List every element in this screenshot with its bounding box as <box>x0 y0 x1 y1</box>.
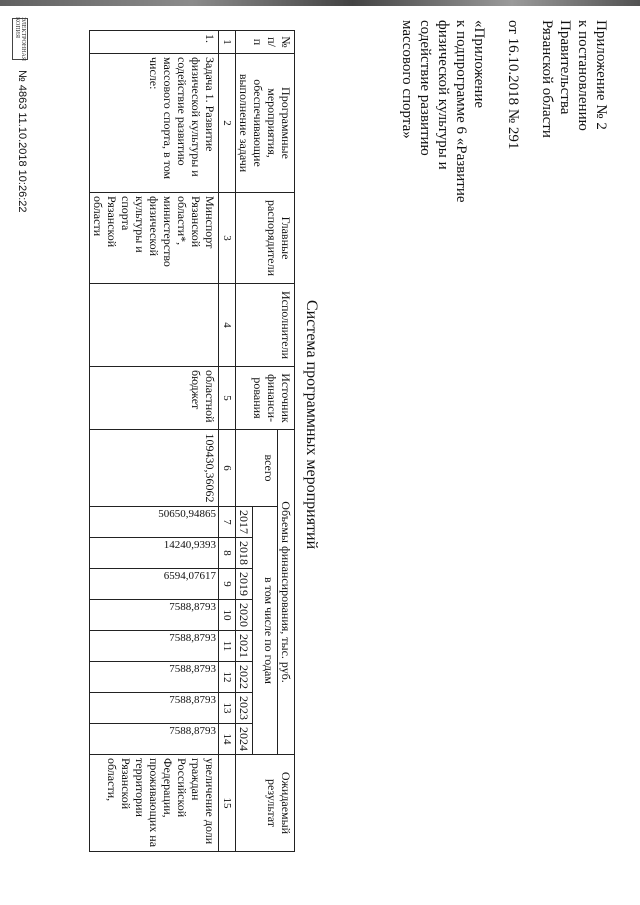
col-header-total: всего <box>236 430 278 507</box>
table-row <box>90 31 219 852</box>
header-line: массового спорта» <box>399 20 415 139</box>
column-number-row <box>219 31 236 852</box>
column-number: 13 <box>219 693 236 724</box>
col-header-source: Источник финанси-рования <box>236 367 295 430</box>
row-executors <box>90 284 219 367</box>
year-header: 2022 <box>236 662 253 693</box>
column-number: 9 <box>219 569 236 600</box>
header-line: «Приложение <box>471 20 487 109</box>
row-managers: Минспорт Рязанской области*, министерство физической культуры и спорта Рязанской области <box>90 193 219 284</box>
row-number: 1. <box>90 31 219 54</box>
column-number: 5 <box>219 367 236 430</box>
column-number: 4 <box>219 284 236 367</box>
year-header: 2019 <box>236 569 253 600</box>
col-header-measures: Программные мероприятия, обеспечивающие выполнение задачи <box>236 54 295 193</box>
column-number: 6 <box>219 430 236 507</box>
header-line: Рязанской области <box>539 20 555 138</box>
page-title: Система программных мероприятий <box>303 300 320 550</box>
year-value: 6594,07617 <box>163 570 216 582</box>
year-value: 7588,8793 <box>169 632 216 644</box>
column-number: 1 <box>219 31 236 54</box>
column-number: 8 <box>219 538 236 569</box>
appendix-header <box>398 20 610 220</box>
column-number: 10 <box>219 600 236 631</box>
header-line: содействие развитию <box>417 20 433 156</box>
year-value: 14240,9393 <box>163 539 216 551</box>
row-measure: Задача 1. Развитие физической культуры и содействие развитию массового спорта, в том числе: <box>90 54 219 193</box>
column-number: 12 <box>219 662 236 693</box>
header-line: к постановлению Правительства <box>557 20 591 131</box>
table-header-row <box>278 31 295 852</box>
year-value: 7588,8793 <box>169 601 216 613</box>
year-value: 50650,94865 <box>158 508 216 520</box>
column-number: 7 <box>219 507 236 538</box>
year-header: 2020 <box>236 600 253 631</box>
column-number: 2 <box>219 54 236 193</box>
year-header: 2017 <box>236 507 253 538</box>
row-result: увеличение доли граждан Российской Федерации, проживающих на территории Рязанской области, <box>90 755 219 852</box>
header-line: от 16.10.2018 № 291 <box>505 20 521 150</box>
col-header-num: № п/п <box>236 31 295 54</box>
year-header: 2018 <box>236 538 253 569</box>
column-number: 14 <box>219 724 236 755</box>
header-line: физической культуры и <box>435 20 451 170</box>
year-header: 2023 <box>236 693 253 724</box>
col-header-managers: Главные распорядители <box>236 193 295 284</box>
year-header: 2024 <box>236 724 253 755</box>
header-line: Приложение № 2 <box>593 20 609 130</box>
row-source: областной бюджет <box>90 367 219 430</box>
row-total: 109430,36062 <box>90 430 219 507</box>
year-value: 7588,8793 <box>169 725 216 737</box>
header-line: к подпрограмме 6 «Развитие <box>453 20 469 203</box>
measures-table <box>89 30 295 852</box>
year-header: 2021 <box>236 631 253 662</box>
column-number: 3 <box>219 193 236 284</box>
column-number: 11 <box>219 631 236 662</box>
col-header-byyears: в том числе по годам <box>253 507 278 755</box>
col-header-executors: Исполнители <box>236 284 295 367</box>
year-value: 7588,8793 <box>169 663 216 675</box>
col-header-volume: Объемы финансирования, тыс. руб. <box>278 430 295 755</box>
col-header-result: Ожидаемый результат <box>236 755 295 852</box>
year-value: 7588,8793 <box>169 694 216 706</box>
column-number: 15 <box>219 755 236 852</box>
registration-footer: № 4863 11.10.2018 10:26:22 <box>16 70 28 213</box>
registration-stamp: ЭЛЕКТРОННАЯ КОПИЯ <box>14 17 26 61</box>
